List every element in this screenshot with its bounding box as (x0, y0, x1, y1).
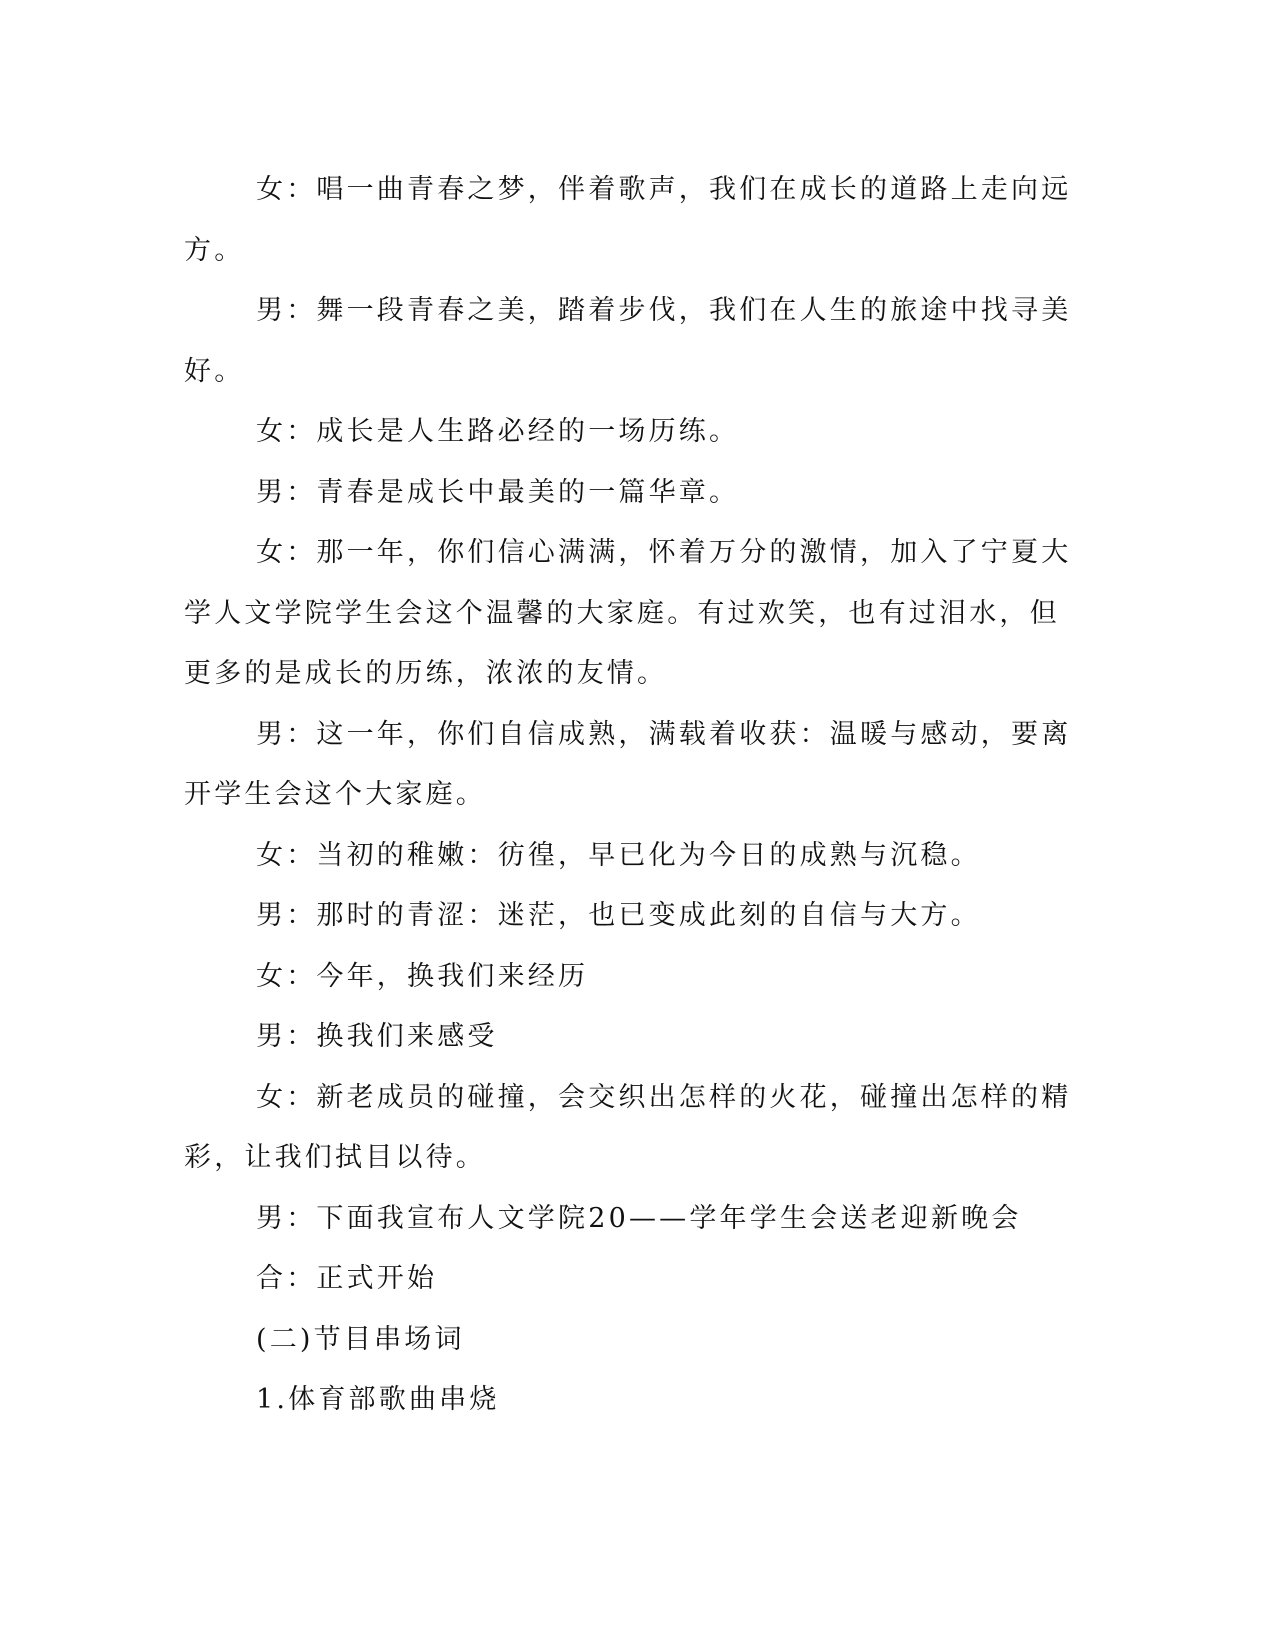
paragraph-1: 女：唱一曲青春之梦，伴着歌声，我们在成长的道路上走向远方。 (184, 174, 1072, 266)
paragraph-13: 合：正式开始 (256, 1263, 438, 1294)
paragraph-12: 男：下面我宣布人文学院20——学年学生会送老迎新晚会 (256, 1202, 1022, 1234)
document-body (184, 160, 1074, 1431)
paragraph-7: 女：当初的稚嫩：彷徨，早已化为今日的成熟与沉稳。 (256, 839, 981, 871)
paragraph-9: 女：今年，换我们来经历 (256, 960, 589, 992)
paragraph-5: 女：那一年，你们信心满满，怀着万分的激情，加入了宁夏大学人文学院学生会这个温馨的大家庭。有过欢笑，也有过泪水，但更多的是成长的历练，浓浓的友情。 (184, 537, 1072, 689)
program-item-1: 1.体育部歌曲串烧 (256, 1384, 500, 1415)
paragraph-6: 男：这一年，你们自信成熟，满载着收获：温暖与感动，要离开学生会这个大家庭。 (184, 718, 1072, 810)
paragraph-2: 男：舞一段青春之美，踏着步伐，我们在人生的旅途中找寻美好。 (184, 295, 1072, 387)
paragraph-3: 女：成长是人生路必经的一场历练。 (256, 416, 740, 447)
section-heading-program-transitions: (二)节目串场词 (256, 1323, 465, 1355)
paragraph-8: 男：那时的青涩：迷茫，也已变成此刻的自信与大方。 (256, 900, 981, 931)
paragraph-10: 男：换我们来感受 (256, 1021, 498, 1052)
paragraph-4: 男：青春是成长中最美的一篇华章。 (256, 476, 740, 508)
paragraph-11: 女：新老成员的碰撞，会交织出怎样的火花，碰撞出怎样的精彩，让我们拭目以待。 (184, 1081, 1072, 1173)
